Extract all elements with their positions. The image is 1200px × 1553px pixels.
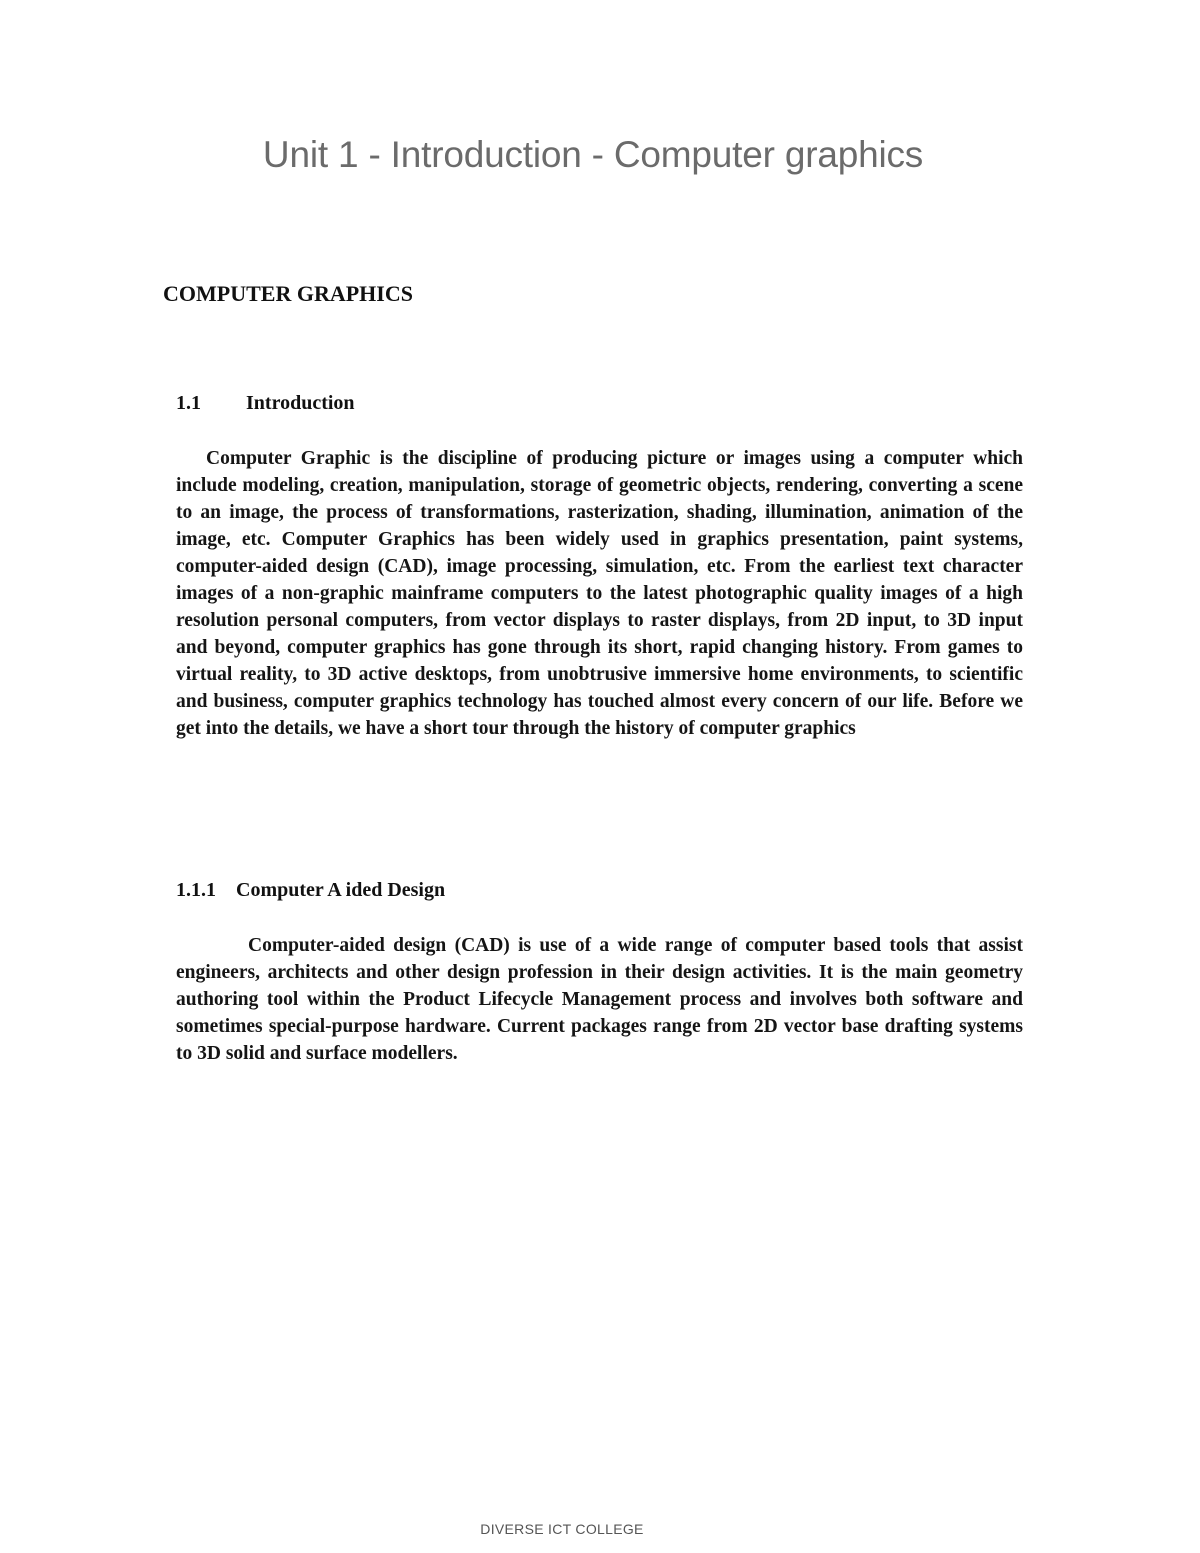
unit-title: Unit 1 - Introduction - Computer graphics [262, 134, 924, 175]
subsection-heading-introduction [176, 392, 355, 415]
section-title: COMPUTER GRAPHICS [163, 281, 413, 306]
subsection-title: Introduction [246, 392, 355, 414]
subsection-title: Computer A ided Design [236, 879, 446, 901]
subsection-number: 1.1 [176, 392, 201, 414]
cad-paragraph: Computer-aided design (CAD) is use of a wide range of computer based tools that assist engineers, architects and other design profession in their design activities. It is the main geometry authoring tool within the Product Lifecycle Management process and involves both software and sometimes special-purpose hardware. Current packages range from 2D vector base drafting systems to 3D solid and surface modellers. [176, 935, 1023, 1064]
page-footer: DIVERSE ICT COLLEGE [480, 1521, 644, 1537]
subsection-heading-cad [176, 879, 445, 902]
subsection-number: 1.1.1 [176, 879, 216, 901]
introduction-paragraph: Computer Graphic is the discipline of producing picture or images using a computer which include modeling, creation, manipulation, storage of geometric objects, rendering, converting a scene to an image, the process of transformations, rasterization, shading, illumination, animation of the image, etc. Computer Graphics has been widely used in graphics presentation, paint systems, computer-aided design (CAD), image processing, simulation, etc. From the earliest text character images of a non-graphic mainframe computers to the latest photographic quality images of a high resolution personal computers, from vector displays to raster displays, from 2D input, to 3D input and beyond, computer graphics has gone through its short, rapid changing history. From games to virtual reality, to 3D active desktops, from unobtrusive immersive home environments, to scientific and business, computer graphics technology has touched almost every concern of our life. Before we get into the details, we have a short tour through the history of computer graphics [176, 448, 1023, 739]
